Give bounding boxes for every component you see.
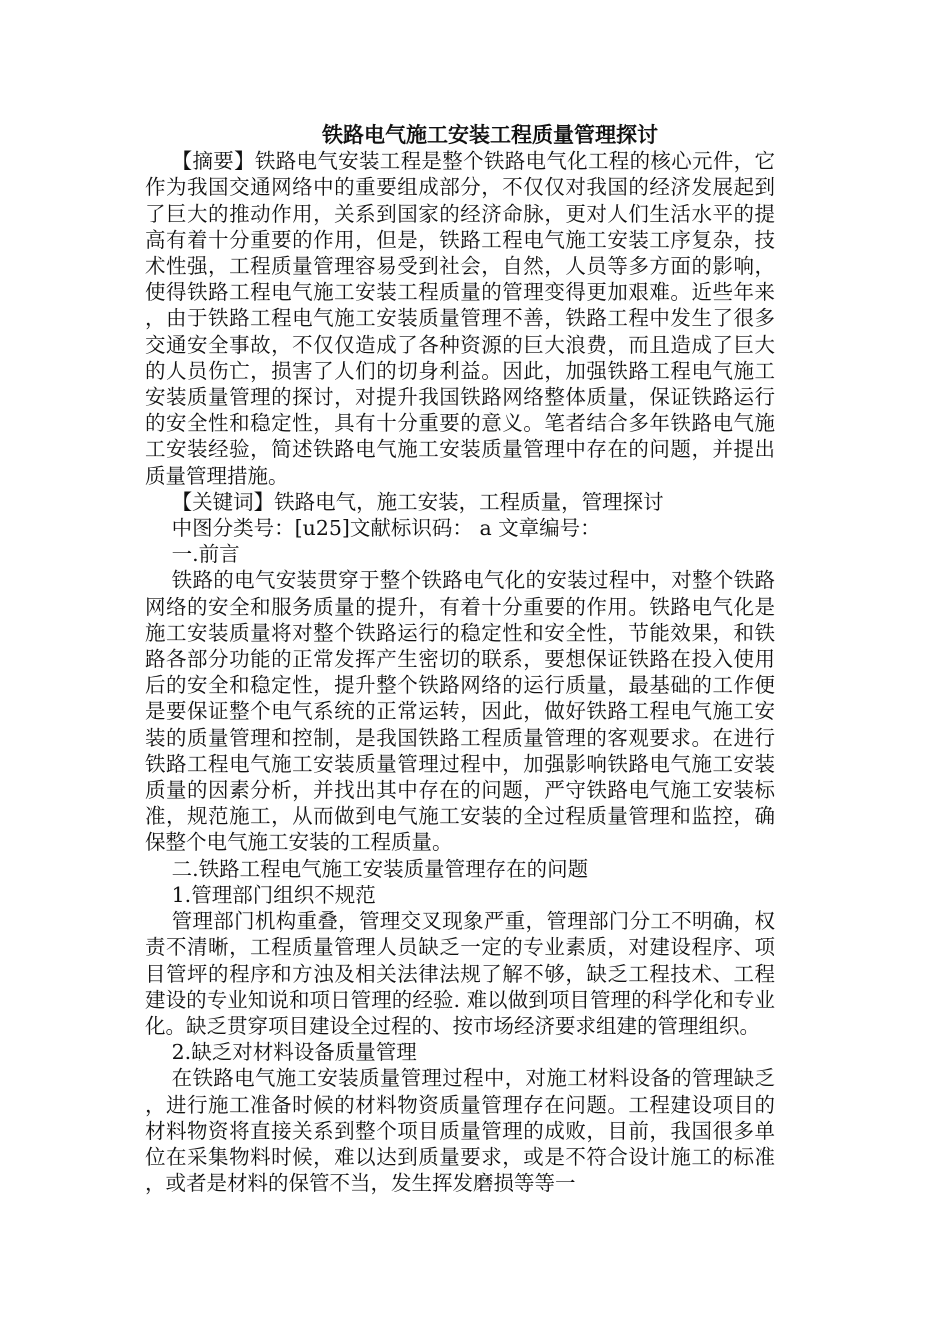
document-title: 铁路电气施工安装工程质量管理探讨 xyxy=(322,122,658,147)
section-heading-problems: 二.铁路工程电气施工安装质量管理存在的问题 xyxy=(171,856,589,881)
keywords-line: 【关键词】铁路电气，施工安装，工程质量，管理探讨 xyxy=(171,489,664,514)
document-body xyxy=(145,122,775,1196)
abstract-paragraph: 【摘要】铁路电气安装工程是整个铁路电气化工程的核心元件，它作为我国交通网络中的重要组成部分，不仅仅对我国的经济发展起到了巨大的推动作用，关系到国家的经济命脉，更对人们生活水平的提高有着十分重要的作用，但是，铁路工程电气施工安装工序复杂，技术性强，工程质量管理容易受到社会，自然，人员等多方面的影响，使得铁路工程电气施工安装工程质量的管理变得更加艰难。近些年来，由于铁路工程电气施工安装质量管理不善，铁路工程中发生了很多交通安全事故，不仅仅造成了各种资源的巨大浪费，而且造成了巨大的人员伤亡，损害了人们的切身利益。因此，加强铁路工程电气施工安装质量管理的探讨，对提升我国铁路网络整体质量，保证铁路运行的安全性和稳定性，具有十分重要的意义。笔者结合多年铁路电气施工安装经验，简述铁路电气施工安装质量管理中存在的问题，并提出质量管理措施。 xyxy=(145,149,775,488)
preface-paragraph: 铁路的电气安装贯穿于整个铁路电气化的安装过程中，对整个铁路网络的安全和服务质量的提升，有着十分重要的作用。铁路电气化是施工安装质量将对整个铁路运行的稳定性和安全性，节能效果，和铁路各部分功能的正常发挥产生密切的联系，要想保证铁路在投入使用后的安全和稳定性，提升整个铁路网络的运行质量，最基础的工作便是要保证整个电气系统的正常运转，因此，做好铁路工程电气施工安装的质量管理和控制，是我国铁路工程质量管理的客观要求。在进行铁路工程电气施工安装质量管理过程中，加强影响铁路电气施工安装质量的因素分析，并找出其中存在的问题，严守铁路电气施工安装标准，规范施工，从而做到电气施工安装的全过程质量管理和监控，确保整个电气施工安装的工程质量。 xyxy=(145,568,775,855)
subsection-heading-organization: 1.管理部门组织不规范 xyxy=(171,882,376,907)
classification-line: 中图分类号：[u25]文献标识码： a 文章编号： xyxy=(171,516,601,541)
section-heading-preface: 一.前言 xyxy=(171,542,240,567)
organization-paragraph: 管理部门机构重叠，管理交叉现象严重，管理部门分工不明确，权责不清晰，工程质量管理人员缺乏一定的专业素质，对建设程序、项目管坪的程序和方浊及相关法律法规了解不够，缺乏工程技术、工程建设的专业知说和项日管理的经验. 难以做到项目管理的科学化和专业化。缺乏贯穿项目建设全过程的、按市场经济要求组建的管理组织。 xyxy=(145,909,775,1038)
materials-paragraph: 在铁路电气施工安装质量管理过程中，对施工材料设备的管理缺乏，进行施工准备时候的材料物资质量管理存在问题。工程建设项目的材料物资将直接关系到整个项目质量管理的成败，目前，我国很多单位在采集物料时候，难以达到质量要求，或是不符合设计施工的标准，或者是材料的保管不当，发生挥发磨损等等一 xyxy=(145,1066,775,1196)
subsection-heading-materials: 2.缺乏对材料设备质量管理 xyxy=(171,1040,417,1065)
